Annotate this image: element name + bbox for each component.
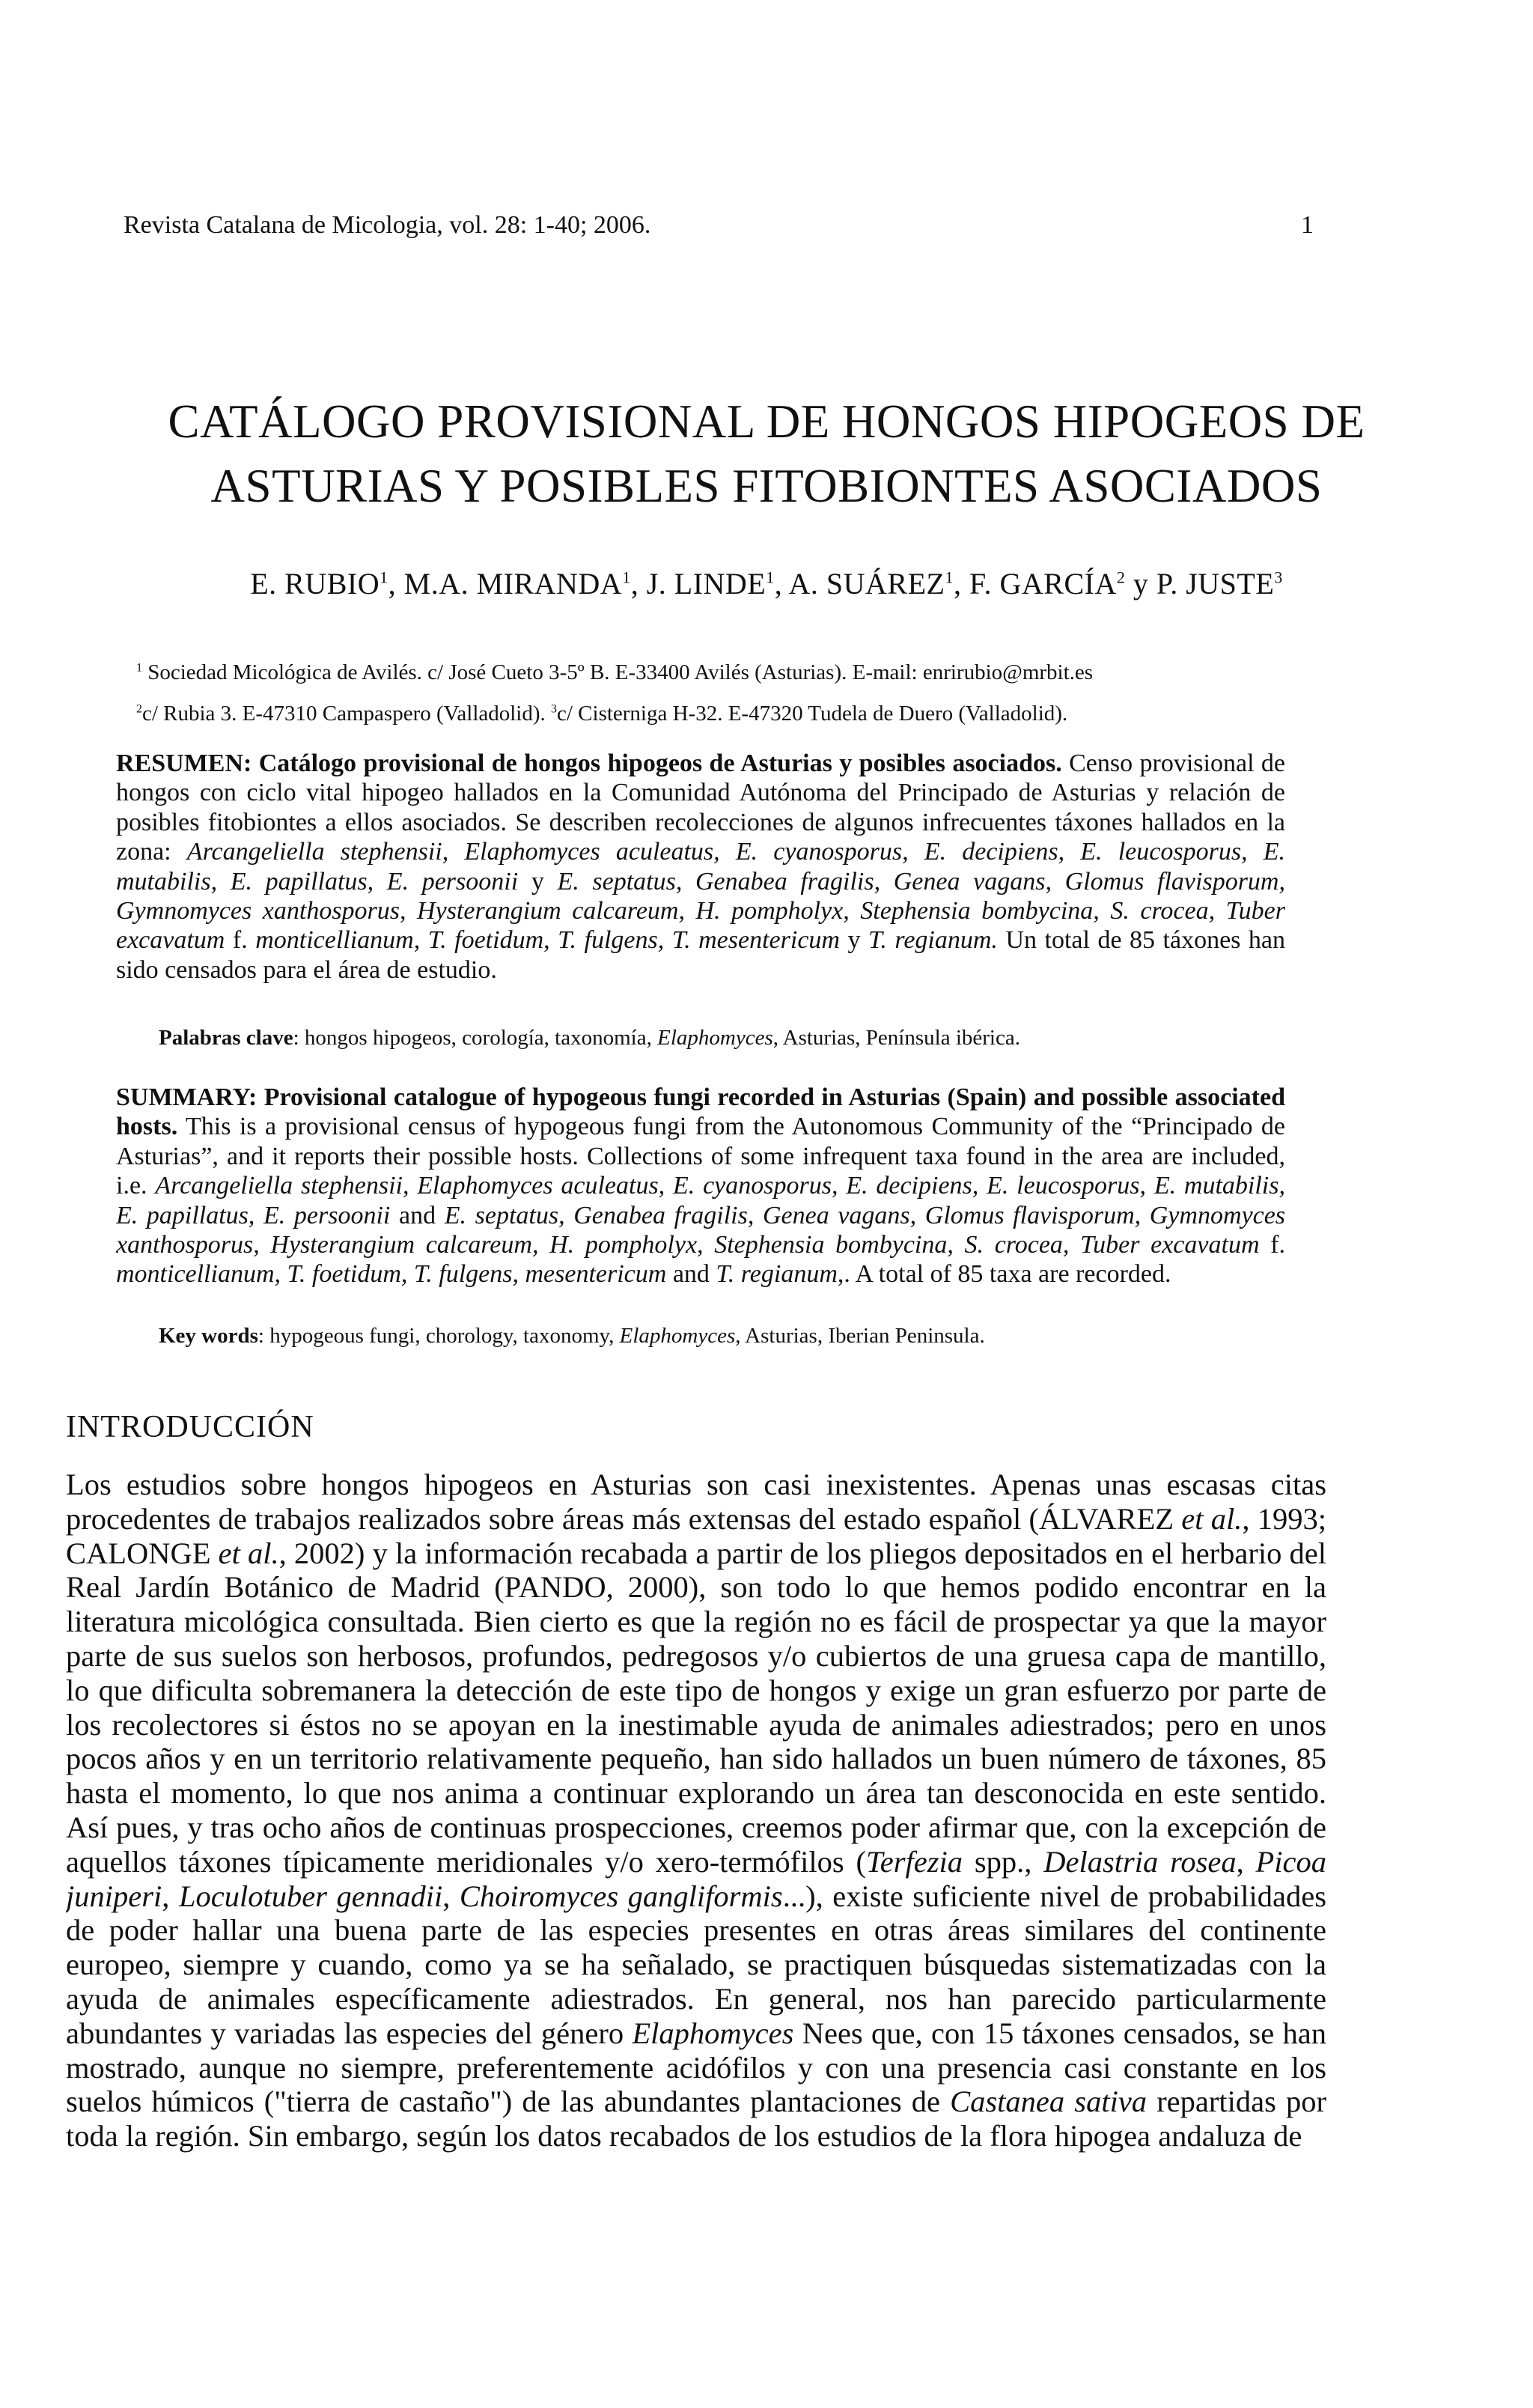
body-text: Los estudios sobre hongos hipogeos en Asturias son casi inexistentes. Apenas unas escasas citas procedentes de trabajos realizados sobre áreas más extensas del estado español (ÁLVAREZ (66, 1468, 1326, 1536)
taxon-name: Picoa juniperi (66, 1844, 1326, 1913)
summary-text: This is a provisional census of hypogeous fungi from the Autonomous Community of the “Principado de Asturias”, and it reports their possible hosts. Collections of some infrequent taxa found in the area are included, i.e. (116, 1113, 1285, 1200)
affiliation-text: Sociedad Micológica de Avilés. c/ José Cueto 3-5º B. E-33400 Avilés (Asturias). E-mail: enrirubio@mrbit.es (141, 660, 1094, 684)
author-affiliation-mark: 3 (1274, 568, 1283, 587)
species-list: T. regianum (716, 1260, 838, 1289)
conjunction: y (518, 867, 558, 896)
species-list: monticellianum, T. foetidum, T. fulgens, T. mesentericum (255, 926, 840, 955)
author: E. RUBIO (250, 567, 380, 601)
species-list: Arcangeliella stephensii, Elaphomyces aculeatus, E. cyanosporus, E. decipiens, E. leucosporus, E. mutabilis, E. papillatus, E. persoonii (116, 838, 1285, 896)
et-al: et al. (1181, 1501, 1243, 1536)
forma-abbrev: f. (225, 926, 256, 955)
running-header (124, 211, 1314, 240)
taxon-name: Terfezia (865, 1844, 963, 1879)
keywords-text: : hypogeous fungi, chorology, taxonomy, (257, 1324, 620, 1348)
palabras-clave (159, 1026, 1020, 1051)
taxon-name: Elaphomyces (632, 2016, 794, 2050)
body-text: Nees que, con 15 táxones censados, se han mostrado, aunque no siempre, preferentemente acidófilos y con una presencia casi constante en los suelos húmicos ("tierra de castaño") de las abundantes plantaciones de (66, 2016, 1326, 2119)
journal-citation: Revista Catalana de Micologia, vol. 28: 1-40; 2006. (124, 211, 651, 239)
taxon-name: Delastria rosea (1043, 1844, 1237, 1879)
body-text: , (1236, 1844, 1256, 1879)
author: , J. LINDE (630, 567, 766, 601)
body-text: , (442, 1879, 460, 1913)
species-list: monticellianum, T. foetidum, T. fulgens, mesentericum (116, 1260, 667, 1289)
keywords-genus: Elaphomyces (657, 1026, 773, 1050)
author-affiliation-mark: 1 (945, 568, 954, 587)
affiliation-text: c/ Rubia 3. E-47310 Campaspero (Valladolid). (141, 702, 552, 726)
body-text: , 2002) y la información recabada a partir de los pliegos depositados en el herbario del Real Jardín Botánico de Madrid (PANDO, 2000), son todo lo que hemos podido encontrar en la literatura micológica consultada. Bien cierto es que la región no es fácil de prospectar ya que la mayor parte de sus suelos son herbosos, profundos, pedregosos y/o cubiertos de una gruesa capa de mantillo, lo que dificulta sobremanera la detección de este tipo de hongos y exige un gran esfuerzo por parte de los recolectores si éstos no se apoyan en la inestimable ayuda de animales adiestrados; pero en unos pocos años y en un territorio relativamente pequeño, han sido hallados un buen número de táxones, 85 hasta el momento, lo que nos anima a continuar explorando un área tan desconocida en este sentido. Así pues, y tras ocho años de continuas prospecciones, creemos poder afirmar que, con la excepción de aquellos táxones típicamente meridionales y/o xero-termófilos ( (66, 1536, 1326, 1879)
page-number: 1 (1301, 211, 1314, 239)
body-text: , 1993; CALONGE (66, 1501, 1326, 1570)
species-list: Arcangeliella stephensii, Elaphomyces aculeatus, E. cyanosporus, E. decipiens, E. leucosporus, E. mutabilis, E. papillatus, E. persoonii (116, 1172, 1285, 1229)
summary-text: ,. A total of 85 taxa are recorded. (837, 1260, 1171, 1289)
body-text: spp., (963, 1844, 1044, 1879)
body-text: ...), existe suficiente nivel de probabilidades de poder hallar una buena parte de las especies presentes en otras áreas similares del continente europeo, siempre y cuando, como ya se ha señalado, se practiquen búsquedas sistematizadas con la ayuda de animales específicamente adiestrados. En general, nos han parecido particularmente abundantes y variadas las especies del género (66, 1879, 1326, 2050)
affiliation-text: c/ Cisterniga H-32. E-47320 Tudela de Duero (Valladolid). (556, 702, 1068, 726)
resumen-text: Censo provisional de hongos con ciclo vital hipogeo hallados en la Comunidad Autónoma del Principado de Asturias y relación de posibles fitobiontes a ellos asociados. Se describen recolecciones de algunos infrecuentes táxones hallados en la zona: (116, 750, 1285, 866)
resumen-text: Un total de 85 táxones han sido censados para el área de estudio. (116, 926, 1285, 984)
author-affiliation-mark: 1 (380, 568, 388, 587)
author: y P. JUSTE (1125, 567, 1275, 601)
title-line-1: CATÁLOGO PROVISIONAL DE HONGOS HIPOGEOS DE (168, 395, 1365, 448)
affiliation-mark: 3 (551, 702, 557, 716)
keywords-text: : hongos hipogeos, corología, taxonomía, (293, 1026, 658, 1050)
keywords-genus: Elaphomyces (619, 1324, 736, 1348)
author-affiliation-mark: 2 (1116, 568, 1126, 587)
paper-title (90, 389, 1443, 518)
taxon-name: Castanea sativa (950, 2085, 1148, 2119)
affiliation-mark: 2 (136, 702, 142, 716)
author-affiliation-mark: 1 (766, 568, 775, 587)
keywords-label: Palabras clave (159, 1026, 293, 1050)
taxon-name: Choiromyces gangliformis (459, 1879, 783, 1913)
author-affiliation-mark: 1 (622, 568, 631, 587)
summary-abstract (116, 1083, 1285, 1322)
resumen-abstract (116, 749, 1285, 1020)
affiliation-1 (136, 660, 1334, 685)
conjunction: and (666, 1260, 716, 1289)
species-list: T. regianum. (868, 926, 998, 955)
affiliation-mark: 1 (136, 661, 142, 675)
summary-heading: SUMMARY: Provisional catalogue of hypogeous fungi recorded in Asturias (Spain) and possible associated hosts. (116, 1083, 1285, 1141)
species-list: E. septatus, Genabea fragilis, Genea vagans, Glomus flavisporum, Gymnomyces xanthosporus, Hysterangium calcareum, H. pompholyx, Stephensia bombycina, S. crocea, Tuber excavatum (116, 1201, 1285, 1259)
forma-abbrev: f. (1259, 1231, 1285, 1259)
resumen-heading: RESUMEN: Catálogo provisional de hongos hipogeos de Asturias y posibles asociados. (116, 750, 1062, 777)
body-text: repartidas por toda la región. Sin embargo, según los datos recabados de los estudios de la flora hipogea andaluza de (66, 2085, 1326, 2153)
author: , F. GARCÍA (953, 567, 1117, 601)
taxon-name: Loculotuber gennadii (178, 1879, 443, 1913)
et-al: et al. (218, 1536, 279, 1570)
conjunction: y (839, 926, 868, 955)
species-list: E. septatus, Genabea fragilis, Genea vagans, Glomus flavisporum, Gymnomyces xanthosporus, Hysterangium calcareum, H. pompholyx, Stephensia bombycina, S. crocea, Tuber excavatum (116, 867, 1285, 955)
affiliation-2-3 (136, 702, 1334, 726)
author-list (90, 566, 1443, 601)
body-text: , (162, 1879, 179, 1913)
conjunction: and (390, 1201, 445, 1229)
keywords-label: Key words (159, 1324, 258, 1348)
section-heading-introduccion: INTRODUCCIÓN (66, 1410, 314, 1444)
introduction-paragraph (66, 1468, 1326, 2164)
keywords-text: , Asturias, Iberian Peninsula. (735, 1324, 985, 1348)
title-line-2: ASTURIAS Y POSIBLES FITOBIONTES ASOCIADOS (210, 460, 1323, 512)
author: , A. SUÁREZ (774, 567, 945, 601)
key-words (159, 1324, 985, 1349)
keywords-text: , Asturias, Península ibérica. (772, 1026, 1020, 1050)
author: , M.A. MIRANDA (388, 567, 623, 601)
